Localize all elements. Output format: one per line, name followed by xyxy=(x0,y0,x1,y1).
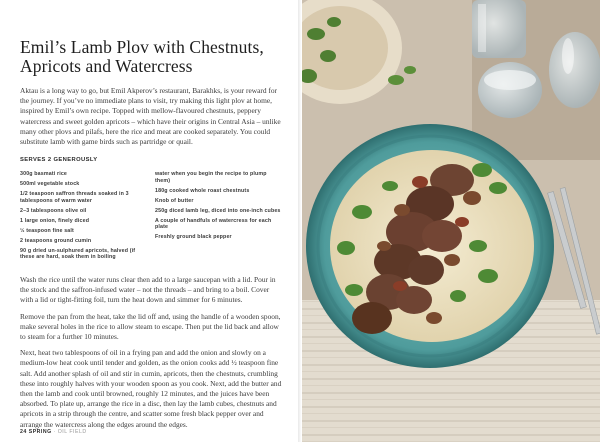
recipe-intro: Aktau is a long way to go, but Emil Akperov’s restaurant, Barakhks, is your reward for the journey. If you’ve no immediate plans to visit, try making this light plov at home, inspired by Emil’s own recipe. Topped with mellow-flavoured chestnuts, peppery watercress and sweet golden apricots – which have their origins in Central Asia – unlike many other plovs and pilafs, here the rice and meat are cooked separately. You could substitute lamb with game birds such as partridge or quail. xyxy=(20,86,281,147)
ingredient-item: Knob of butter xyxy=(155,197,194,204)
water-glass-top xyxy=(472,0,526,58)
ingredient-item: 1/2 teaspoon saffron threads soaked in 3 tablespoons of warm water xyxy=(20,191,129,204)
ingredients-list xyxy=(20,171,282,264)
recipe-title-line-1: Emil’s Lamb Plov with Chestnuts, xyxy=(20,37,264,57)
water-glass-middle xyxy=(478,62,542,118)
serves-label: SERVES 2 GENEROUSLY xyxy=(20,157,98,164)
food-photo xyxy=(302,0,600,442)
ingredient-item: 1 large onion, finely diced xyxy=(20,217,90,224)
ingredient-item: 250g diced lamb leg, diced into one-inch cubes xyxy=(155,207,281,214)
ingredient-item: 300g basmati rice xyxy=(20,171,68,178)
page-footer xyxy=(20,429,87,435)
page-number: 24 xyxy=(20,429,27,435)
method-section xyxy=(20,275,282,430)
ingredients-column-left xyxy=(20,171,147,264)
recipe-title xyxy=(20,38,282,76)
ingredient-item: water when you begin the recipe to plump them) xyxy=(155,171,267,184)
chapter-name: SPRING xyxy=(28,429,52,435)
method-step: Next, heat two tablespoons of oil in a frying pan and add the onion and slowly on a medium-low heat cook until tender and golden, as the onion cooks add ½ teaspoon fine salt. Add another splash of oil and stir in cumin, apricots, then the chestnuts, crumbling these into roughly halves with your wooden spoon as you cook. Next, add the butter and then the lamb and cook until browned, roughly 12 minutes, and the juices have been absorbed. To plate up, arrange the rice in a disc, then lay the lamb cubes, chestnuts and apricots in a strip through the centre, and scatter some fresh black pepper over and arrange the watercress along the edges around the edges. xyxy=(20,348,282,429)
ingredient-item: 2–3 tablespoons olive oil xyxy=(20,207,87,214)
plov-photo-illustration xyxy=(302,0,600,442)
footer-separator: · xyxy=(53,429,56,435)
ingredient-item: Freshly ground black pepper xyxy=(155,234,232,241)
ingredient-item: 2 teaspoons ground cumin xyxy=(20,237,92,244)
recipe-title-line-2: Apricots and Watercress xyxy=(20,56,193,76)
ingredient-item: 500ml vegetable stock xyxy=(20,181,80,188)
ingredient-item: 180g cooked whole roast chestnuts xyxy=(155,187,250,194)
ingredients-column-right xyxy=(155,171,282,264)
method-step: Remove the pan from the heat, take the lid off and, using the handle of a wooden spoon, make several holes in the rice to allow steam to escape. Then put the lid back and allow to steam for a further 10 minutes. xyxy=(20,311,281,342)
ingredient-item: ½ teaspoon fine salt xyxy=(20,227,74,234)
ingredient-item: 90 g dried un-sulphured apricots, halved (if these are hard, soak them in boiling xyxy=(20,247,136,261)
section-name: OIL FIELD xyxy=(57,429,87,435)
ingredient-item: A couple of handfuls of watercress for each plate xyxy=(155,217,272,231)
water-glass-right xyxy=(549,32,600,108)
method-step: Wash the rice until the water runs clear then add to a large saucepan with a lid. Pour in the stock and the saffron-infused water – not the threads – and bring to a boil. Cover with a lid or tight-fitting foil, turn the heat down and simmer for 6 minutes. xyxy=(20,275,276,305)
